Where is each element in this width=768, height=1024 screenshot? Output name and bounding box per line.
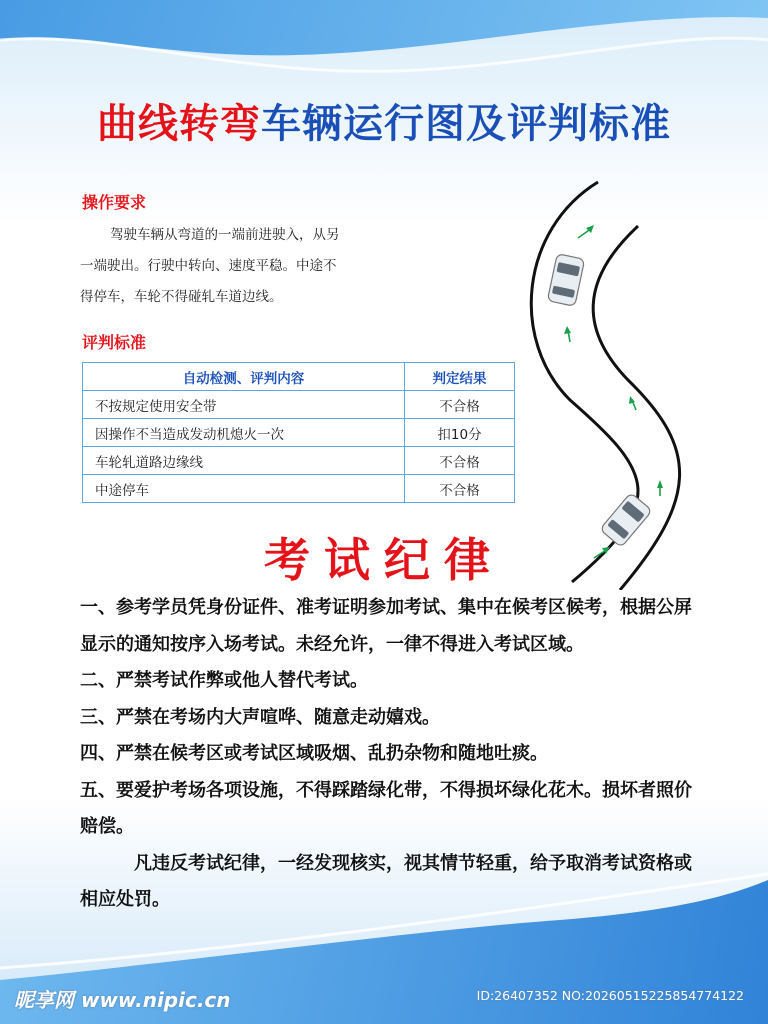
row-item: 车轮轧道路边缘线 — [83, 447, 405, 475]
rule-item: 四、严禁在候考区或考试区域吸烟、乱扔杂物和随地吐痰。 — [80, 743, 548, 764]
column-header-result: 判定结果 — [405, 363, 515, 391]
operation-line: 驾驶车辆从弯道的一端前进驶入，从另 — [110, 227, 340, 243]
row-result: 不合格 — [405, 475, 515, 503]
image-id-watermark: ID:26407352 NO:20260515225854774122 — [476, 988, 744, 1003]
operation-text — [80, 220, 410, 313]
exam-heading: 考试纪律 — [264, 533, 504, 587]
rule-item: 三、严禁在考场内大声喧哗、随意走动嬉戏。 — [80, 706, 440, 728]
car-top-icon — [547, 254, 584, 307]
exam-rules — [80, 590, 700, 919]
green-arrow-icon — [564, 326, 571, 334]
closing-statement: 凡违反考试纪律，一经发现核实，视其情节轻重，给予取消考试资格或相应处罚。 — [80, 852, 692, 910]
column-header-content: 自动检测、评判内容 — [83, 363, 405, 391]
rule-item: 一、参考学员凭身份证件、准考证明参加考试、集中在候考区候考，根据公屏显示的通知按序入场考试。未经允许，一律不得进入考试区域。 — [80, 597, 692, 655]
row-result: 不合格 — [405, 447, 515, 475]
row-item: 中途停车 — [83, 475, 405, 503]
table-row — [83, 419, 515, 447]
operation-line: 一端驶出。行驶中转向、速度平稳。中途不 — [80, 258, 337, 274]
judgement-table — [82, 362, 515, 503]
rule-item: 二、严禁考试作弊或他人替代考试。 — [80, 670, 368, 691]
table-header-row — [83, 363, 515, 391]
title-blue-part: 车辆运行图及评判标准 — [261, 101, 671, 147]
judgement-heading: 评判标准 — [82, 333, 147, 352]
table-row — [83, 391, 515, 419]
row-item: 不按规定使用安全带 — [83, 391, 405, 419]
title-red-part: 曲线转弯 — [97, 101, 261, 147]
green-arrow-icon — [629, 396, 635, 404]
table-row — [83, 447, 515, 475]
site-watermark-logo: 昵享网 www.nipic.cn — [14, 988, 231, 1012]
table-row — [83, 475, 515, 503]
row-result: 不合格 — [405, 391, 515, 419]
operation-line: 得停车，车轮不得碰轧车道边线。 — [80, 289, 283, 305]
green-arrow-icon — [657, 480, 663, 488]
operation-heading: 操作要求 — [82, 193, 147, 212]
rule-item: 五、要爱护考场各项设施，不得踩踏绿化带，不得损坏绿化花木。损坏者照价赔偿。 — [80, 779, 692, 837]
row-result: 扣10分 — [405, 419, 515, 447]
row-item: 因操作不当造成发动机熄火一次 — [83, 419, 405, 447]
page-title — [0, 92, 768, 149]
